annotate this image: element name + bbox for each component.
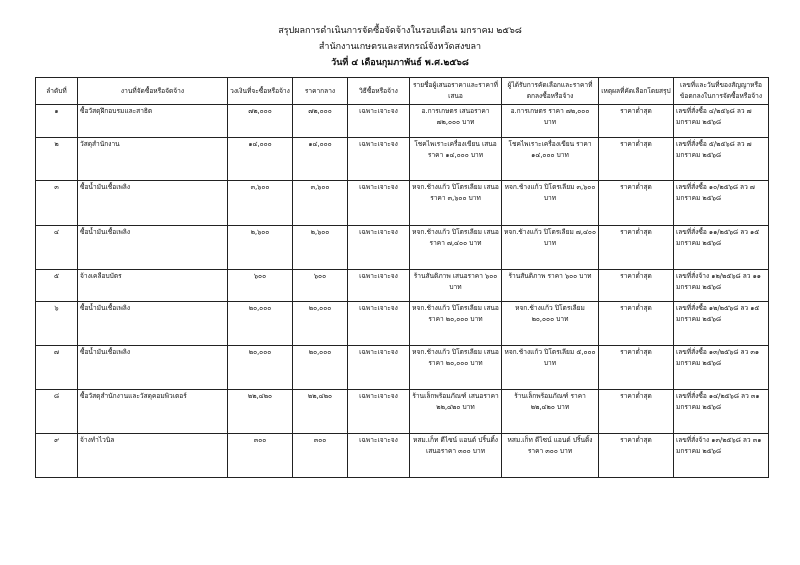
row-number: ๔ <box>36 226 78 270</box>
row-winner: โชคไพเราะเครื่องเขียน ราคา ๑๔,๐๐๐ บาท <box>502 138 599 181</box>
table-row <box>36 302 769 346</box>
row-bidder: หจก.ช้างแก้ว ปิโตรเลียม เสนอราคา ๒๐,๐๐๐ บาท <box>410 346 502 390</box>
row-bidder: หจก.ช้างแก้ว ปิโตรเลียม เสนอราคา ๗,๔๐๐ บาท <box>410 226 502 270</box>
row-number: ๖ <box>36 302 78 346</box>
row-contract: เลขที่สั่งซื้อ ๑๒/๒๕๖๘ ลว ๑๕ มกราคม ๒๕๖๘ <box>674 302 769 346</box>
row-method: เฉพาะเจาะจง <box>348 138 410 181</box>
row-bidder: อ.การเกษตร เสนอราคา ๗๒,๐๐๐ บาท <box>410 105 502 138</box>
row-budget: ๓,๖๐๐ <box>228 181 293 226</box>
table-row <box>36 270 769 302</box>
header-cell: วงเงินที่จะซื้อหรือจ้าง <box>228 78 293 105</box>
row-median-price: ๖๐๐ <box>293 270 348 302</box>
row-reason: ราคาต่ำสุด <box>599 105 674 138</box>
row-method: เฉพาะเจาะจง <box>348 302 410 346</box>
row-method: เฉพาะเจาะจง <box>348 105 410 138</box>
row-contract: เลขที่สั่งซื้อ ๑๐/๒๕๖๘ ลว ๗ มกราคม ๒๕๖๘ <box>674 181 769 226</box>
office-name: สำนักงานเกษตรและสหกรณ์จังหวัดสงขลา <box>318 42 482 52</box>
row-method: เฉพาะเจาะจง <box>348 390 410 434</box>
row-bidder: หจก.ช้างแก้ว ปิโตรเลียม เสนอราคา ๒๐,๐๐๐ บาท <box>410 302 502 346</box>
table-row <box>36 181 769 226</box>
row-winner: อ.การเกษตร ราคา ๗๒,๐๐๐ บาท <box>502 105 599 138</box>
row-number: ๗ <box>36 346 78 390</box>
row-median-price: ๒๐,๐๐๐ <box>293 302 348 346</box>
row-number: ๑ <box>36 105 78 138</box>
row-method: เฉพาะเจาะจง <box>348 181 410 226</box>
row-reason: ราคาต่ำสุด <box>599 270 674 302</box>
row-item: วัสดุสำนักงาน <box>78 138 228 181</box>
row-budget: ๗๒,๐๐๐ <box>228 105 293 138</box>
row-method: เฉพาะเจาะจง <box>348 270 410 302</box>
row-contract: เลขที่สั่งซื้อ ๑๑/๒๕๖๘ ลว ๑๕ มกราคม ๒๕๖๘ <box>674 226 769 270</box>
row-budget: ๑๔,๐๐๐ <box>228 138 293 181</box>
row-winner: หจก.ช้างแก้ว ปิโตรเลียม ๓,๖๐๐ บาท <box>502 181 599 226</box>
procurement-table <box>35 77 769 478</box>
row-reason: ราคาต่ำสุด <box>599 390 674 434</box>
row-number: ๘ <box>36 390 78 434</box>
table-row <box>36 138 769 181</box>
row-winner: หจก.ช้างแก้ว ปิโตรเลียม ๗,๔๐๐ บาท <box>502 226 599 270</box>
row-contract: เลขที่สั่งจ้าง ๑๓/๒๕๖๘ ลว ๓๑ มกราคม ๒๕๖๘ <box>674 434 769 478</box>
document-header <box>0 24 800 72</box>
row-item: จ้างทำไวนิล <box>78 434 228 478</box>
row-reason: ราคาต่ำสุด <box>599 138 674 181</box>
row-winner: หสม.เก็ท ดีไซน์ แอนด์ ปริ้นติ้ง ราคา ๓๐๐ บาท <box>502 434 599 478</box>
header-cell: ราคากลาง <box>293 78 348 105</box>
header-cell: ลำดับที่ <box>36 78 78 105</box>
row-number: ๒ <box>36 138 78 181</box>
row-contract: เลขที่สั่งซื้อ ๑๓/๒๕๖๘ ลว ๓๑ มกราคม ๒๕๖๘ <box>674 346 769 390</box>
row-item: ซื้อน้ำมันเชื้อเพลิง <box>78 302 228 346</box>
row-bidder: ร้านสันติภาพ เสนอราคา ๖๐๐ บาท <box>410 270 502 302</box>
row-winner: ร้านเล็กพร้อมภัณฑ์ ราคา ๒๒,๔๒๐ บาท <box>502 390 599 434</box>
row-number: ๓ <box>36 181 78 226</box>
header-cell: งานที่จัดซื้อหรือจัดจ้าง <box>78 78 228 105</box>
header-cell: เลขที่และวันที่ของสัญญาหรือข้อตกลงในการจัดซื้อหรือจ้าง <box>674 78 769 105</box>
row-method: เฉพาะเจาะจง <box>348 346 410 390</box>
table-header-row <box>36 78 769 105</box>
row-median-price: ๒๐,๐๐๐ <box>293 346 348 390</box>
document-title: สรุปผลการดำเนินการจัดซื้อจัดจ้างในรอบเดือน มกราคม ๒๕๖๘ <box>278 26 522 36</box>
row-median-price: ๒,๖๐๐ <box>293 226 348 270</box>
row-bidder: โชคไพเราะเครื่องเขียน เสนอราคา ๑๔,๐๐๐ บาท <box>410 138 502 181</box>
report-date: วันที่ ๔ เดือนกุมภาพันธ์ พ.ศ.๒๕๖๘ <box>331 58 469 68</box>
table-row <box>36 434 769 478</box>
row-median-price: ๒๒,๔๒๐ <box>293 390 348 434</box>
row-winner: หจก.ช้างแก้ว ปิโตรเลียม ๒๐,๐๐๐ บาท <box>502 302 599 346</box>
table-row <box>36 226 769 270</box>
row-item: จ้างเคลือบบัตร <box>78 270 228 302</box>
row-winner: หจก.ช้างแก้ว ปิโตรเลียม ๕,๐๐๐ บาท <box>502 346 599 390</box>
row-bidder: หสม.เก็ท ดีไซน์ แอนด์ ปริ้นติ้ง เสนอราคา ๓๐๐ บาท <box>410 434 502 478</box>
row-budget: ๒๒,๔๒๐ <box>228 390 293 434</box>
row-item: ซื้อน้ำมันเชื้อเพลิง <box>78 226 228 270</box>
header-cell: ผู้ได้รับการคัดเลือกและราคาที่ตกลงซื้อหรือจ้าง <box>502 78 599 105</box>
row-reason: ราคาต่ำสุด <box>599 302 674 346</box>
row-item: ซื้อวัสดุฝึกอบรมและสาธิต <box>78 105 228 138</box>
row-item: ซื้อน้ำมันเชื้อเพลิง <box>78 181 228 226</box>
row-contract: เลขที่สั่งซื้อ ๔/๒๕๖๘ ลว ๗ มกราคม ๒๕๖๘ <box>674 105 769 138</box>
row-number: ๕ <box>36 270 78 302</box>
header-cell: วิธีซื้อหรือจ้าง <box>348 78 410 105</box>
row-median-price: ๓,๖๐๐ <box>293 181 348 226</box>
row-budget: ๖๐๐ <box>228 270 293 302</box>
row-reason: ราคาต่ำสุด <box>599 181 674 226</box>
row-budget: ๒๐,๐๐๐ <box>228 302 293 346</box>
row-median-price: ๗๒,๐๐๐ <box>293 105 348 138</box>
header-cell: รายชื่อผู้เสนอราคาและราคาที่เสนอ <box>410 78 502 105</box>
row-bidder: หจก.ช้างแก้ว ปิโตรเลียม เสนอราคา ๓,๖๐๐ บาท <box>410 181 502 226</box>
row-item: ซื้อวัสดุสำนักงานและวัสดุคอมพิวเตอร์ <box>78 390 228 434</box>
row-contract: เลขที่สั่งจ้าง ๑๒/๒๕๖๘ ลว ๑๑ มกราคม ๒๕๖๘ <box>674 270 769 302</box>
row-item: ซื้อน้ำมันเชื้อเพลิง <box>78 346 228 390</box>
table-row <box>36 390 769 434</box>
row-median-price: ๑๔,๐๐๐ <box>293 138 348 181</box>
row-bidder: ร้านเล็กพร้อมภัณฑ์ เสนอราคา ๒๒,๔๒๐ บาท <box>410 390 502 434</box>
header-cell: เหตุผลที่คัดเลือกโดยสรุป <box>599 78 674 105</box>
row-budget: ๒๐,๐๐๐ <box>228 346 293 390</box>
row-median-price: ๓๐๐ <box>293 434 348 478</box>
row-method: เฉพาะเจาะจง <box>348 434 410 478</box>
row-method: เฉพาะเจาะจง <box>348 226 410 270</box>
row-budget: ๒,๖๐๐ <box>228 226 293 270</box>
row-reason: ราคาต่ำสุด <box>599 226 674 270</box>
row-contract: เลขที่สั่งซื้อ ๕/๒๕๖๘ ลว ๗ มกราคม ๒๕๖๘ <box>674 138 769 181</box>
row-reason: ราคาต่ำสุด <box>599 434 674 478</box>
row-budget: ๓๐๐ <box>228 434 293 478</box>
row-number: ๙ <box>36 434 78 478</box>
row-winner: ร้านสันติภาพ ราคา ๖๐๐ บาท <box>502 270 599 302</box>
row-contract: เลขที่สั่งซื้อ ๑๔/๒๕๖๘ ลว ๓๑ มกราคม ๒๕๖๘ <box>674 390 769 434</box>
table-row <box>36 346 769 390</box>
table-row <box>36 105 769 138</box>
row-reason: ราคาต่ำสุด <box>599 346 674 390</box>
